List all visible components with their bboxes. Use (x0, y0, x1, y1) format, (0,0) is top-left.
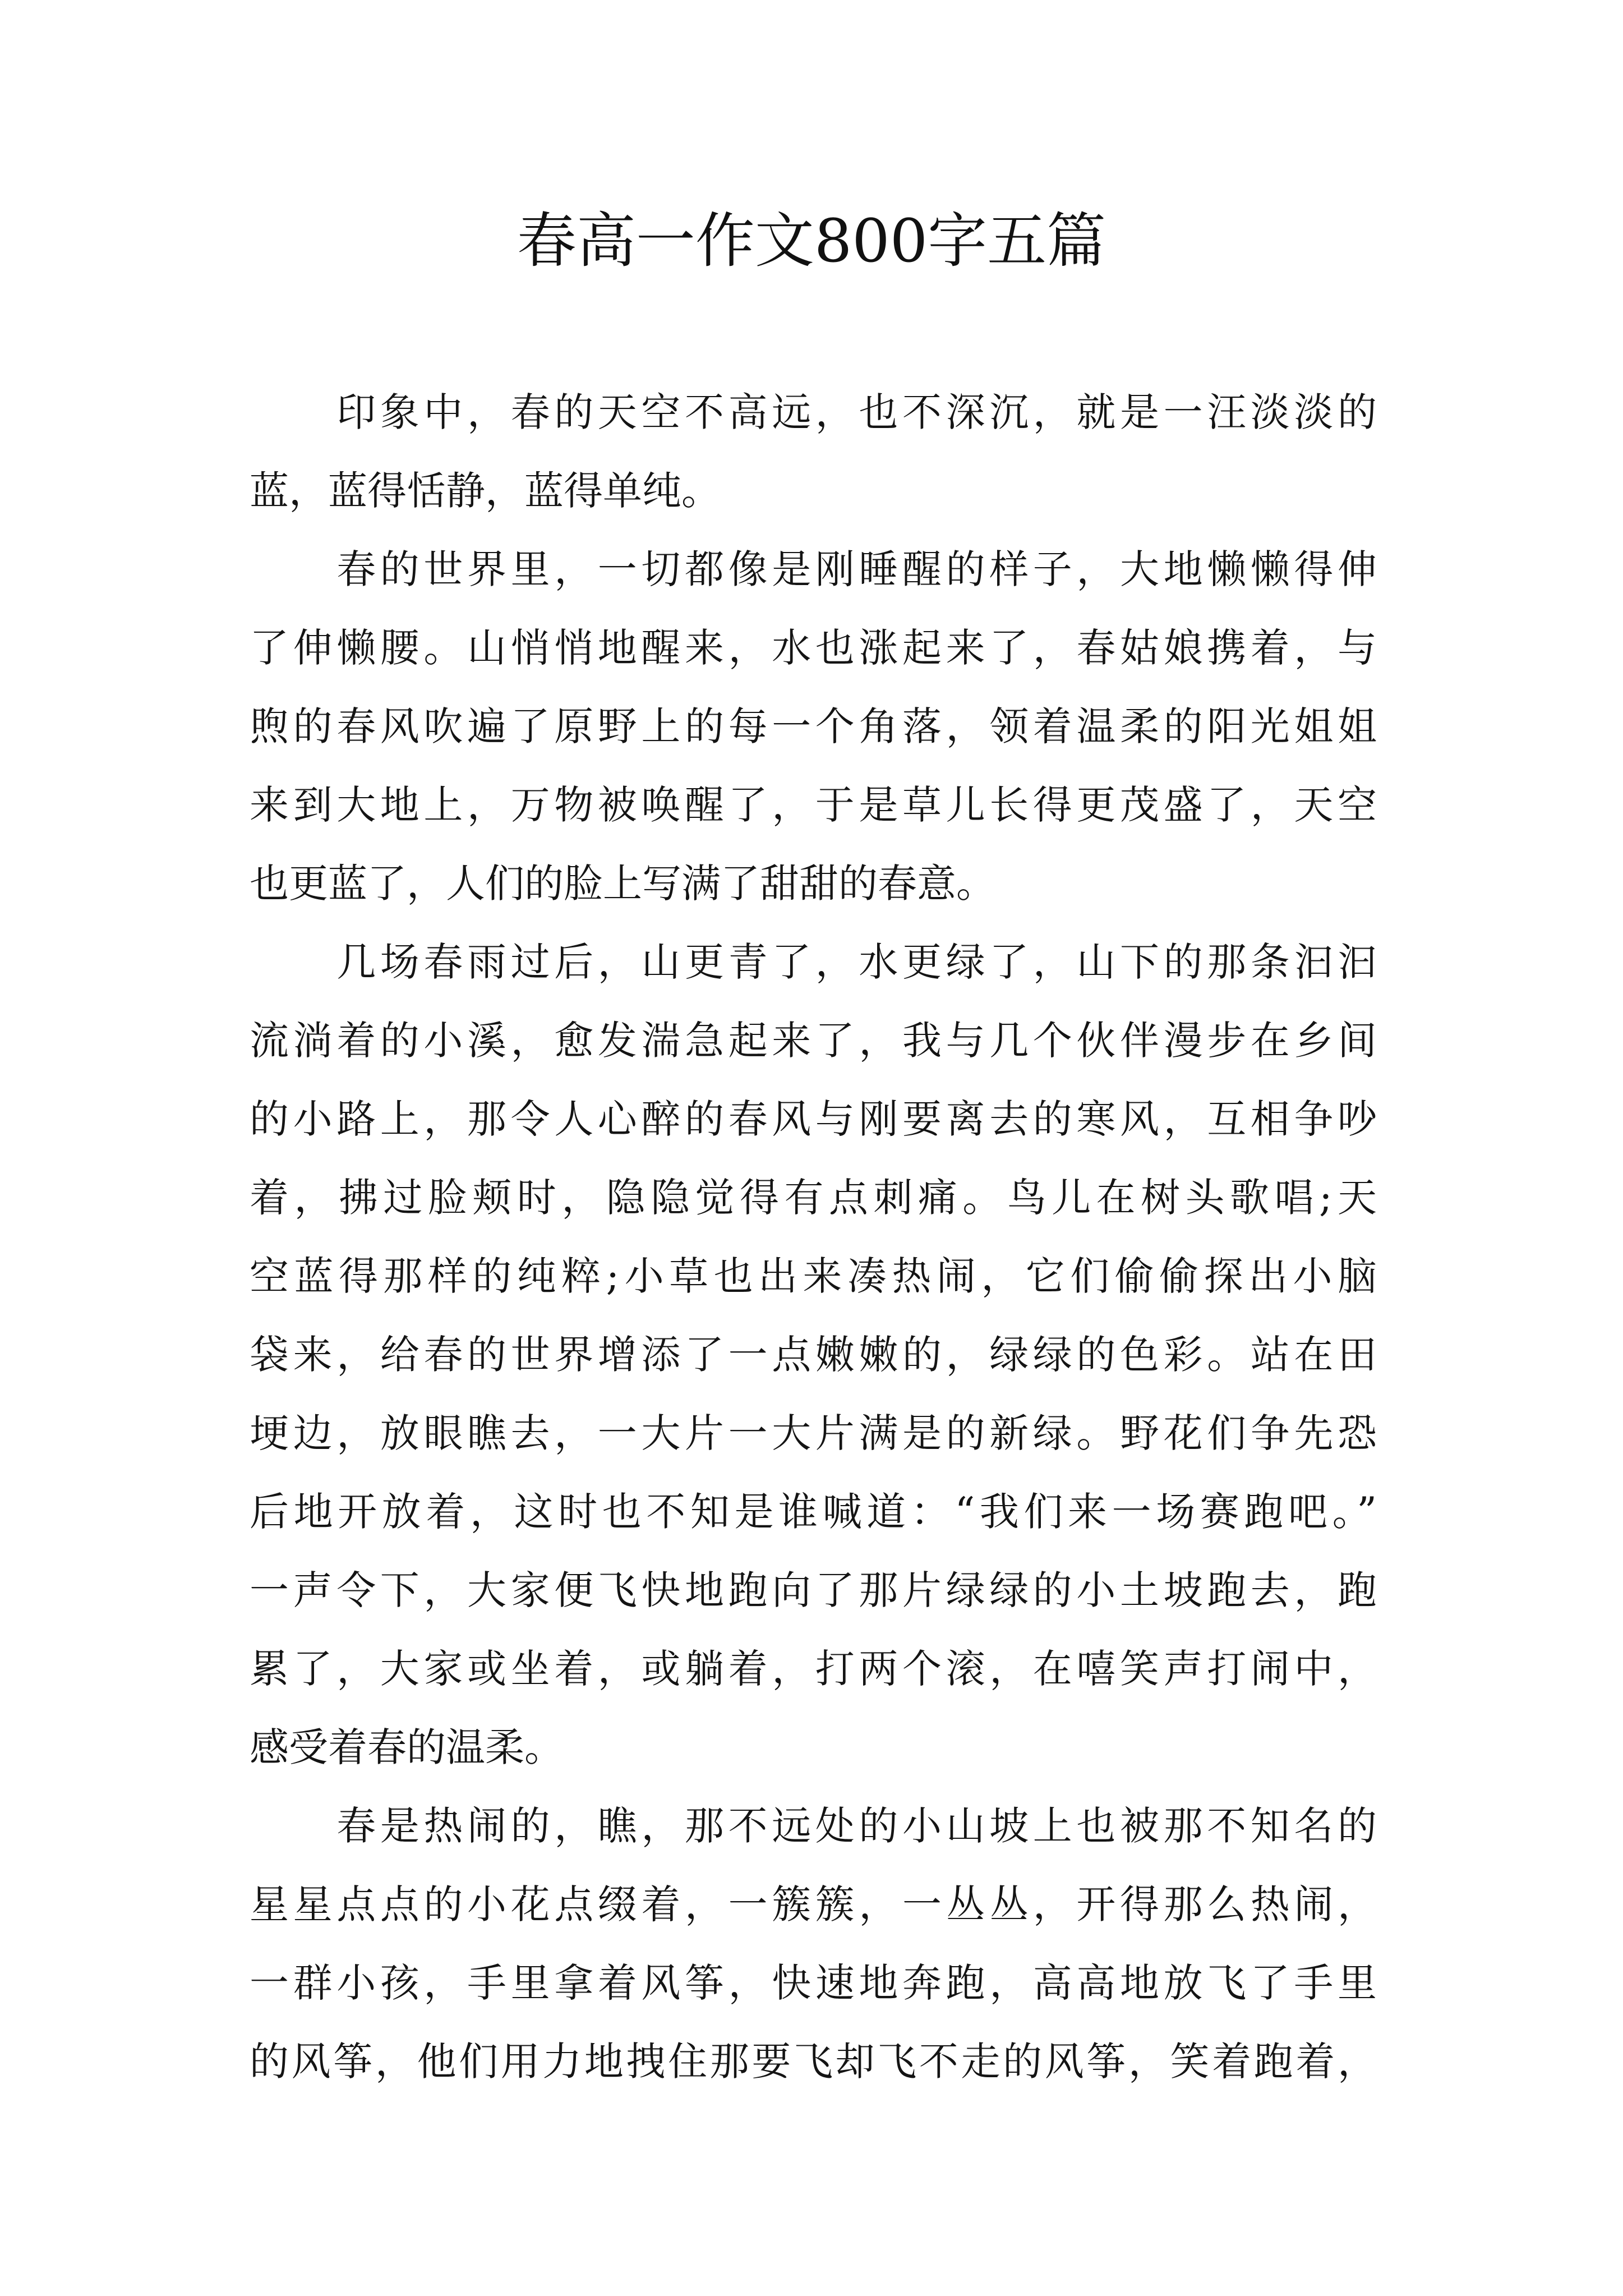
text-line: 煦的春风吹遍了原野上的每一个角落，领着温柔的阳光姐姐 (250, 703, 1377, 749)
text-line: 来到大地上，万物被唤醒了，于是草儿长得更茂盛了，天空 (250, 782, 1377, 828)
text-line: 春是热闹的，瞧，那不远处的小山坡上也被那不知名的 (250, 1803, 1377, 1849)
text-line: 春的世界里，一切都像是刚睡醒的样子，大地懒懒得伸 (250, 546, 1377, 592)
document-title: 春高一作文800字五篇 (517, 206, 1106, 275)
text-line: 着，拂过脸颊时，隐隐觉得有点刺痛。鸟儿在树头歌唱;天 (250, 1175, 1377, 1221)
text-line: 空蓝得那样的纯粹;小草也出来凑热闹，它们偷偷探出小脑 (250, 1253, 1377, 1299)
text-line: 感受着春的温柔。 (250, 1724, 564, 1770)
text-line: 袋来，给春的世界增添了一点嫩嫩的，绿绿的色彩。站在田 (250, 1332, 1377, 1378)
text-line: 星星点点的小花点缀着，一簇簇，一丛丛，开得那么热闹， (250, 1881, 1377, 1927)
text-line: 了伸懒腰。山悄悄地醒来，水也涨起来了，春姑娘携着，与 (250, 625, 1377, 671)
text-line: 一声令下，大家便飞快地跑向了那片绿绿的小土坡跑去，跑 (250, 1567, 1377, 1613)
text-line: 一群小孩，手里拿着风筝，快速地奔跑，高高地放飞了手里 (250, 1960, 1377, 2006)
text-line: 也更蓝了，人们的脸上写满了甜甜的春意。 (250, 861, 995, 907)
text-line: 的小路上，那令人心醉的春风与刚要离去的寒风，互相争吵 (250, 1096, 1377, 1142)
text-line: 埂边，放眼瞧去，一大片一大片满是的新绿。野花们争先恐 (250, 1410, 1377, 1456)
text-line: 印象中，春的天空不高远，也不深沉，就是一汪淡淡的 (250, 389, 1377, 435)
text-line: 累了，大家或坐着，或躺着，打两个滚，在嘻笑声打闹中， (250, 1646, 1377, 1692)
text-line: 流淌着的小溪，愈发湍急起来了，我与几个伙伴漫步在乡间 (250, 1018, 1377, 1064)
text-line: 蓝，蓝得恬静，蓝得单纯。 (250, 468, 721, 514)
text-line: 后地开放着，这时也不知是谁喊道：“我们来一场赛跑吧。” (250, 1489, 1377, 1535)
text-line: 的风筝，他们用力地拽住那要飞却飞不走的风筝，笑着跑着， (250, 2039, 1377, 2085)
text-line: 几场春雨过后，山更青了，水更绿了，山下的那条汩汩 (250, 939, 1377, 985)
